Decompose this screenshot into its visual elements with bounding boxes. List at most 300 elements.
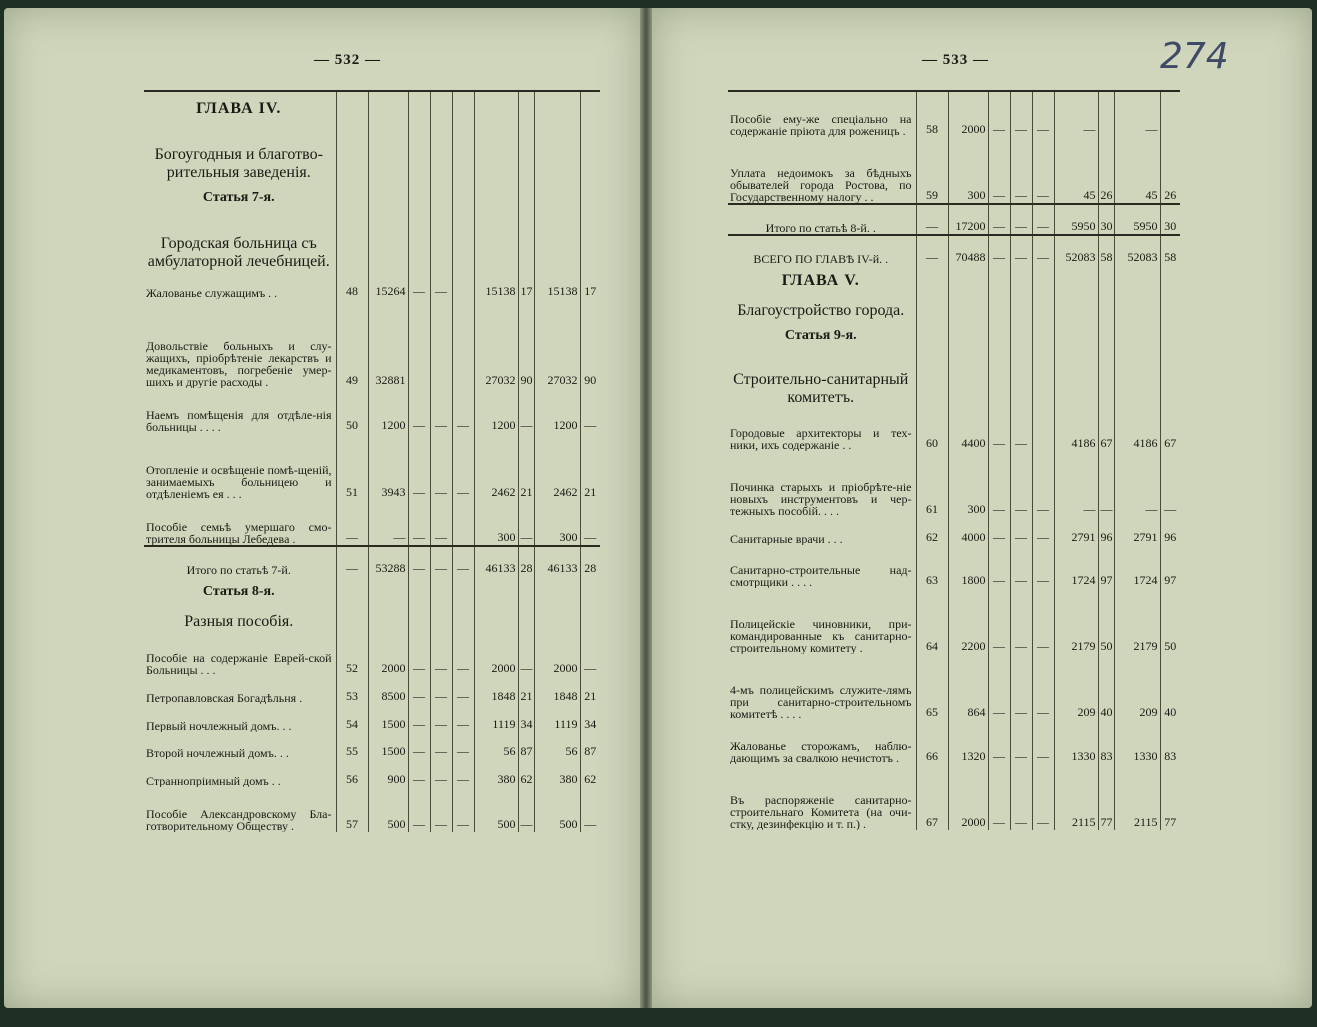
total-rubles: 46133: [534, 546, 580, 576]
spent-kopecks: 62: [518, 759, 534, 787]
assigned-amount: 300: [948, 451, 988, 517]
row-description: Санитарные врачи . . .: [730, 531, 843, 545]
spent-kopecks: 30: [1098, 204, 1114, 235]
total-rubles: 1200: [534, 388, 580, 433]
total-kopecks: 40: [1160, 654, 1180, 720]
spent-rubles: 46133: [474, 546, 518, 576]
item-number: 65: [916, 654, 948, 720]
assigned-amount: 15264: [368, 271, 408, 299]
column-5: —: [1032, 204, 1054, 235]
column-5: —: [452, 433, 474, 500]
column-4: —: [430, 433, 452, 500]
book-gutter: [640, 8, 652, 1008]
item-number: 56: [336, 759, 368, 787]
column-3: —: [988, 720, 1010, 764]
item-number: 49: [336, 299, 368, 388]
title-text: Городская больница съ амбулаторной лечебницей.: [147, 235, 330, 271]
column-4: [430, 598, 452, 631]
table-row: [144, 433, 600, 500]
column-3: —: [408, 732, 430, 760]
row-description: Отопленіе и освѣщеніе помѣ-щеній, занимаемыхъ больницею и отдѣленіемъ ея . . .: [146, 462, 332, 500]
total-rubles: 2791: [1114, 517, 1160, 544]
spent-rubles: 2462: [474, 433, 518, 500]
total-rubles: —: [1114, 91, 1160, 137]
spent-rubles: 45: [1054, 137, 1098, 205]
total-rubles: 15138: [534, 271, 580, 299]
column-3: [408, 115, 430, 182]
total-rubles: [1114, 342, 1160, 408]
spent-kopecks: 28: [518, 546, 534, 576]
assigned-amount: [368, 91, 408, 115]
column-4: [430, 182, 452, 204]
total-rubles: 380: [534, 759, 580, 787]
item-number: 57: [336, 787, 368, 832]
total-kopecks: [1160, 320, 1180, 342]
column-5: [452, 91, 474, 115]
title-text: Разныя пособія.: [184, 613, 294, 631]
spent-kopecks: 50: [1098, 588, 1114, 654]
total-rubles: [534, 204, 580, 271]
total-rubles: [1114, 287, 1160, 320]
table-row: [728, 517, 1180, 544]
total-kopecks: 90: [580, 299, 600, 388]
column-4: —: [1010, 764, 1032, 830]
total-kopecks: 34: [580, 704, 600, 732]
table-row: [144, 631, 600, 676]
item-number: 60: [916, 407, 948, 451]
column-3: [988, 265, 1010, 287]
column-3: —: [988, 588, 1010, 654]
chapter-row: [144, 91, 600, 115]
spent-rubles: 1119: [474, 704, 518, 732]
column-3: —: [408, 500, 430, 546]
assigned-amount: 17200: [948, 204, 988, 235]
spent-rubles: 500: [474, 787, 518, 832]
item-number: 58: [916, 91, 948, 137]
column-4: —: [430, 546, 452, 576]
title-row: [728, 342, 1180, 408]
spent-kopecks: [518, 576, 534, 598]
spent-kopecks: [1098, 287, 1114, 320]
item-number: 61: [916, 451, 948, 517]
article-row: [728, 320, 1180, 342]
assigned-amount: 300: [948, 137, 988, 205]
column-5: —: [452, 631, 474, 676]
spent-rubles: 5950: [1054, 204, 1098, 235]
column-5: —: [1032, 451, 1054, 517]
row-description: Уплата недоимокъ за бѣдныхъ обывателей города Ростова, по Государственному налогу . .: [730, 166, 912, 205]
spent-rubles: 15138: [474, 271, 518, 299]
item-number: [916, 342, 948, 408]
total-rubles: 1330: [1114, 720, 1160, 764]
total-kopecks: 17: [580, 271, 600, 299]
title-row: [144, 598, 600, 631]
assigned-amount: [948, 342, 988, 408]
item-number: 48: [336, 271, 368, 299]
table-row: [728, 764, 1180, 830]
spent-rubles: [474, 204, 518, 271]
column-4: [1010, 287, 1032, 320]
total-kopecks: —: [580, 787, 600, 832]
total-rubles: [534, 576, 580, 598]
spent-rubles: 2179: [1054, 588, 1098, 654]
spent-rubles: [1054, 265, 1098, 287]
column-5: —: [1032, 137, 1054, 205]
item-number: [336, 91, 368, 115]
spent-kopecks: 90: [518, 299, 534, 388]
total-rubles: 500: [534, 787, 580, 832]
column-5: [1032, 407, 1054, 451]
table-row: [728, 545, 1180, 589]
assigned-amount: 4400: [948, 407, 988, 451]
row-description: Въ распоряженіе санитарно-строительнаго Комитета (на очи-стку, дезинфекцію и т. п.) .: [730, 793, 912, 830]
left-page: [4, 8, 640, 1008]
row-description: Жалованье сторожамъ, наблю-дающимъ за свалкою нечистотъ .: [730, 739, 912, 765]
column-4: —: [1010, 545, 1032, 589]
item-number: 50: [336, 388, 368, 433]
assigned-amount: 1800: [948, 545, 988, 589]
table-row: [144, 271, 600, 299]
column-4: —: [1010, 451, 1032, 517]
assigned-amount: 4000: [948, 517, 988, 544]
row-description: Санитарно-строительные над-смотрщики . . . .: [730, 563, 912, 589]
spent-kopecks: 77: [1098, 764, 1114, 830]
spent-kopecks: 96: [1098, 517, 1114, 544]
row-description: Наемъ помѣщенія для отдѣле-нія больницы . . . .: [146, 407, 332, 433]
row-description: Городовые архитекторы и тех-ники, ихъ содержаніе . .: [730, 426, 912, 452]
column-4: —: [430, 388, 452, 433]
spent-rubles: 56: [474, 732, 518, 760]
column-5: [1032, 265, 1054, 287]
table-row: [144, 759, 600, 787]
total-kopecks: [1160, 265, 1180, 287]
table-row: [728, 588, 1180, 654]
total-kopecks: 62: [580, 759, 600, 787]
row-description: 4-мъ полицейскимъ служите-лямъ при санитарно-строительномъ комитетѣ . . . .: [730, 683, 912, 721]
spent-rubles: 300: [474, 500, 518, 546]
column-3: —: [988, 407, 1010, 451]
item-number: —: [916, 204, 948, 235]
spent-kopecks: 97: [1098, 545, 1114, 589]
spent-rubles: 27032: [474, 299, 518, 388]
assigned-amount: 864: [948, 654, 988, 720]
spent-rubles: 1200: [474, 388, 518, 433]
column-3: —: [988, 91, 1010, 137]
row-description: Петропавловская Богадѣльня .: [146, 690, 303, 704]
column-5: —: [1032, 545, 1054, 589]
total-kopecks: 87: [580, 732, 600, 760]
column-3: [988, 342, 1010, 408]
column-5: —: [452, 704, 474, 732]
assigned-amount: [948, 320, 988, 342]
assigned-amount: 2000: [948, 764, 988, 830]
column-3: —: [988, 137, 1010, 205]
total-rubles: 1724: [1114, 545, 1160, 589]
total-rubles: 56: [534, 732, 580, 760]
total-rubles: 2115: [1114, 764, 1160, 830]
assigned-amount: 1500: [368, 732, 408, 760]
column-4: —: [430, 500, 452, 546]
total-rubles: [534, 598, 580, 631]
assigned-amount: [368, 576, 408, 598]
column-5: [1032, 320, 1054, 342]
total-kopecks: 97: [1160, 545, 1180, 589]
table-row: [728, 91, 1180, 137]
item-number: 63: [916, 545, 948, 589]
article-text: Статья 8-я.: [202, 583, 275, 598]
total-rubles: 1848: [534, 676, 580, 704]
item-number: —: [336, 500, 368, 546]
total-kopecks: —: [1160, 451, 1180, 517]
column-5: [452, 299, 474, 388]
total-rubles: [534, 115, 580, 182]
table-row: [144, 500, 600, 546]
column-3: —: [408, 759, 430, 787]
column-4: —: [430, 271, 452, 299]
column-3: —: [408, 704, 430, 732]
spent-kopecks: —: [518, 631, 534, 676]
item-number: 54: [336, 704, 368, 732]
assigned-amount: 1200: [368, 388, 408, 433]
spent-kopecks: —: [518, 787, 534, 832]
column-4: —: [430, 704, 452, 732]
spent-kopecks: [1098, 91, 1114, 137]
column-5: [1032, 287, 1054, 320]
total-kopecks: 96: [1160, 517, 1180, 544]
spent-rubles: 1724: [1054, 545, 1098, 589]
column-5: —: [1032, 235, 1054, 264]
title-row: [728, 287, 1180, 320]
column-4: [430, 204, 452, 271]
assigned-amount: 2000: [948, 91, 988, 137]
column-4: —: [1010, 137, 1032, 205]
total-rubles: 300: [534, 500, 580, 546]
total-rubles: 209: [1114, 654, 1160, 720]
item-number: 53: [336, 676, 368, 704]
column-4: —: [430, 631, 452, 676]
total-kopecks: [580, 576, 600, 598]
total-kopecks: —: [580, 388, 600, 433]
column-3: —: [408, 388, 430, 433]
column-5: —: [1032, 91, 1054, 137]
total-kopecks: [580, 182, 600, 204]
total-kopecks: [580, 204, 600, 271]
table-row: [144, 388, 600, 433]
column-3: —: [408, 631, 430, 676]
item-number: 64: [916, 588, 948, 654]
row-description: Страннопріимный домъ . .: [146, 774, 281, 788]
total-rubles: 27032: [534, 299, 580, 388]
column-3: —: [408, 271, 430, 299]
spent-rubles: [474, 115, 518, 182]
chapter-text: ГЛАВА V.: [781, 271, 860, 287]
spent-rubles: 2791: [1054, 517, 1098, 544]
spent-kopecks: 87: [518, 732, 534, 760]
column-4: —: [430, 676, 452, 704]
column-3: [408, 598, 430, 631]
assigned-amount: 1500: [368, 704, 408, 732]
column-3: [408, 299, 430, 388]
column-5: —: [1032, 764, 1054, 830]
column-5: —: [1032, 720, 1054, 764]
table-row: [144, 732, 600, 760]
column-3: [988, 320, 1010, 342]
total-kopecks: [1160, 91, 1180, 137]
spent-rubles: [474, 182, 518, 204]
column-3: —: [988, 451, 1010, 517]
total-kopecks: 26: [1160, 137, 1180, 205]
column-4: —: [430, 732, 452, 760]
column-3: [408, 576, 430, 598]
column-3: —: [408, 787, 430, 832]
assigned-amount: 8500: [368, 676, 408, 704]
column-5: —: [452, 388, 474, 433]
total-text: ВСЕГО ПО ГЛАВѢ IV-й. .: [728, 235, 916, 264]
spent-kopecks: [518, 91, 534, 115]
column-3: —: [408, 546, 430, 576]
table-row: [728, 654, 1180, 720]
assigned-amount: 500: [368, 787, 408, 832]
column-5: —: [452, 676, 474, 704]
total-row: [728, 204, 1180, 235]
row-description: Полицейскіе чиновники, при-командированные къ санитарно-строительному комитету .: [730, 617, 912, 655]
total-rubles: 45: [1114, 137, 1160, 205]
spent-rubles: 4186: [1054, 407, 1098, 451]
column-4: [430, 91, 452, 115]
total-rubles: 2000: [534, 631, 580, 676]
total-kopecks: [580, 598, 600, 631]
spent-kopecks: 40: [1098, 654, 1114, 720]
title-text: Богоугодныя и благотво-рительныя заведенія.: [154, 145, 323, 181]
table-row: [144, 787, 600, 832]
total-kopecks: 67: [1160, 407, 1180, 451]
column-5: [452, 500, 474, 546]
column-4: [1010, 342, 1032, 408]
table-row: [144, 676, 600, 704]
ledger-table-right: [728, 90, 1180, 830]
total-kopecks: [1160, 287, 1180, 320]
total-rubles: [1114, 265, 1160, 287]
column-5: —: [452, 787, 474, 832]
column-4: —: [1010, 235, 1032, 264]
column-3: —: [408, 433, 430, 500]
ledger-body-left: [144, 91, 600, 832]
column-5: —: [1032, 654, 1054, 720]
column-4: [430, 576, 452, 598]
spent-kopecks: [518, 115, 534, 182]
chapter-row: [728, 265, 1180, 287]
column-5: [452, 204, 474, 271]
total-kopecks: 28: [580, 546, 600, 576]
item-number: [336, 598, 368, 631]
spent-kopecks: [518, 598, 534, 631]
item-number: 52: [336, 631, 368, 676]
assigned-amount: 70488: [948, 235, 988, 264]
total-kopecks: —: [580, 631, 600, 676]
column-3: [988, 287, 1010, 320]
total-kopecks: 30: [1160, 204, 1180, 235]
spent-kopecks: 17: [518, 271, 534, 299]
right-page: [652, 8, 1312, 1008]
spent-kopecks: [1098, 342, 1114, 408]
title-row: [144, 204, 600, 271]
spent-rubles: 2000: [474, 631, 518, 676]
article-row: [144, 576, 600, 598]
column-5: [452, 598, 474, 631]
title-text: Благоустройство города.: [737, 301, 905, 319]
spent-kopecks: —: [1098, 451, 1114, 517]
total-text: Итого по статьѣ 8-й. .: [728, 204, 916, 235]
total-row: [144, 546, 600, 576]
item-number: [336, 576, 368, 598]
spent-rubles: [1054, 342, 1098, 408]
ledger-table-left: [144, 90, 600, 832]
assigned-amount: 32881: [368, 299, 408, 388]
spent-rubles: 52083: [1054, 235, 1098, 264]
total-kopecks: 21: [580, 433, 600, 500]
total-rubles: —: [1114, 451, 1160, 517]
item-number: 62: [916, 517, 948, 544]
spent-kopecks: —: [518, 388, 534, 433]
column-3: [408, 91, 430, 115]
column-5: —: [1032, 517, 1054, 544]
column-3: [408, 204, 430, 271]
total-kopecks: [580, 91, 600, 115]
spent-kopecks: 26: [1098, 137, 1114, 205]
title-row: [144, 115, 600, 182]
column-5: [452, 271, 474, 299]
row-description: Довольствіе больныхъ и слу-жащихъ, пріобрѣтеніе лекарствъ и медикаментовъ, погребеніе умер-шихъ и другіе расходы .: [146, 339, 332, 389]
table-row: [728, 407, 1180, 451]
spent-kopecks: [1098, 320, 1114, 342]
spent-rubles: 209: [1054, 654, 1098, 720]
column-4: [430, 299, 452, 388]
spent-rubles: [1054, 320, 1098, 342]
assigned-amount: [368, 598, 408, 631]
item-number: 51: [336, 433, 368, 500]
row-description: Второй ночлежный домъ. . .: [146, 746, 289, 760]
article-text: Статья 7-я.: [202, 190, 275, 205]
column-4: —: [430, 787, 452, 832]
column-4: —: [1010, 517, 1032, 544]
column-5: —: [1032, 588, 1054, 654]
column-3: —: [988, 204, 1010, 235]
item-number: [336, 115, 368, 182]
column-4: —: [1010, 588, 1032, 654]
assigned-amount: 53288: [368, 546, 408, 576]
total-row: [728, 235, 1180, 264]
column-5: —: [452, 546, 474, 576]
total-rubles: 1119: [534, 704, 580, 732]
column-4: [1010, 265, 1032, 287]
spent-kopecks: 58: [1098, 235, 1114, 264]
item-number: [336, 182, 368, 204]
article-row: [144, 182, 600, 204]
spent-kopecks: 67: [1098, 407, 1114, 451]
spent-kopecks: [1098, 265, 1114, 287]
column-4: [1010, 320, 1032, 342]
row-description: Первый ночлежный домъ. . .: [146, 718, 292, 732]
spent-kopecks: 83: [1098, 720, 1114, 764]
total-kopecks: 58: [1160, 235, 1180, 264]
spent-rubles: [1054, 287, 1098, 320]
column-5: —: [452, 732, 474, 760]
total-kopecks: 77: [1160, 764, 1180, 830]
column-4: —: [1010, 407, 1032, 451]
title-text: Строительно-санитарный комитетъ.: [733, 371, 909, 407]
column-5: —: [452, 759, 474, 787]
total-rubles: 2179: [1114, 588, 1160, 654]
